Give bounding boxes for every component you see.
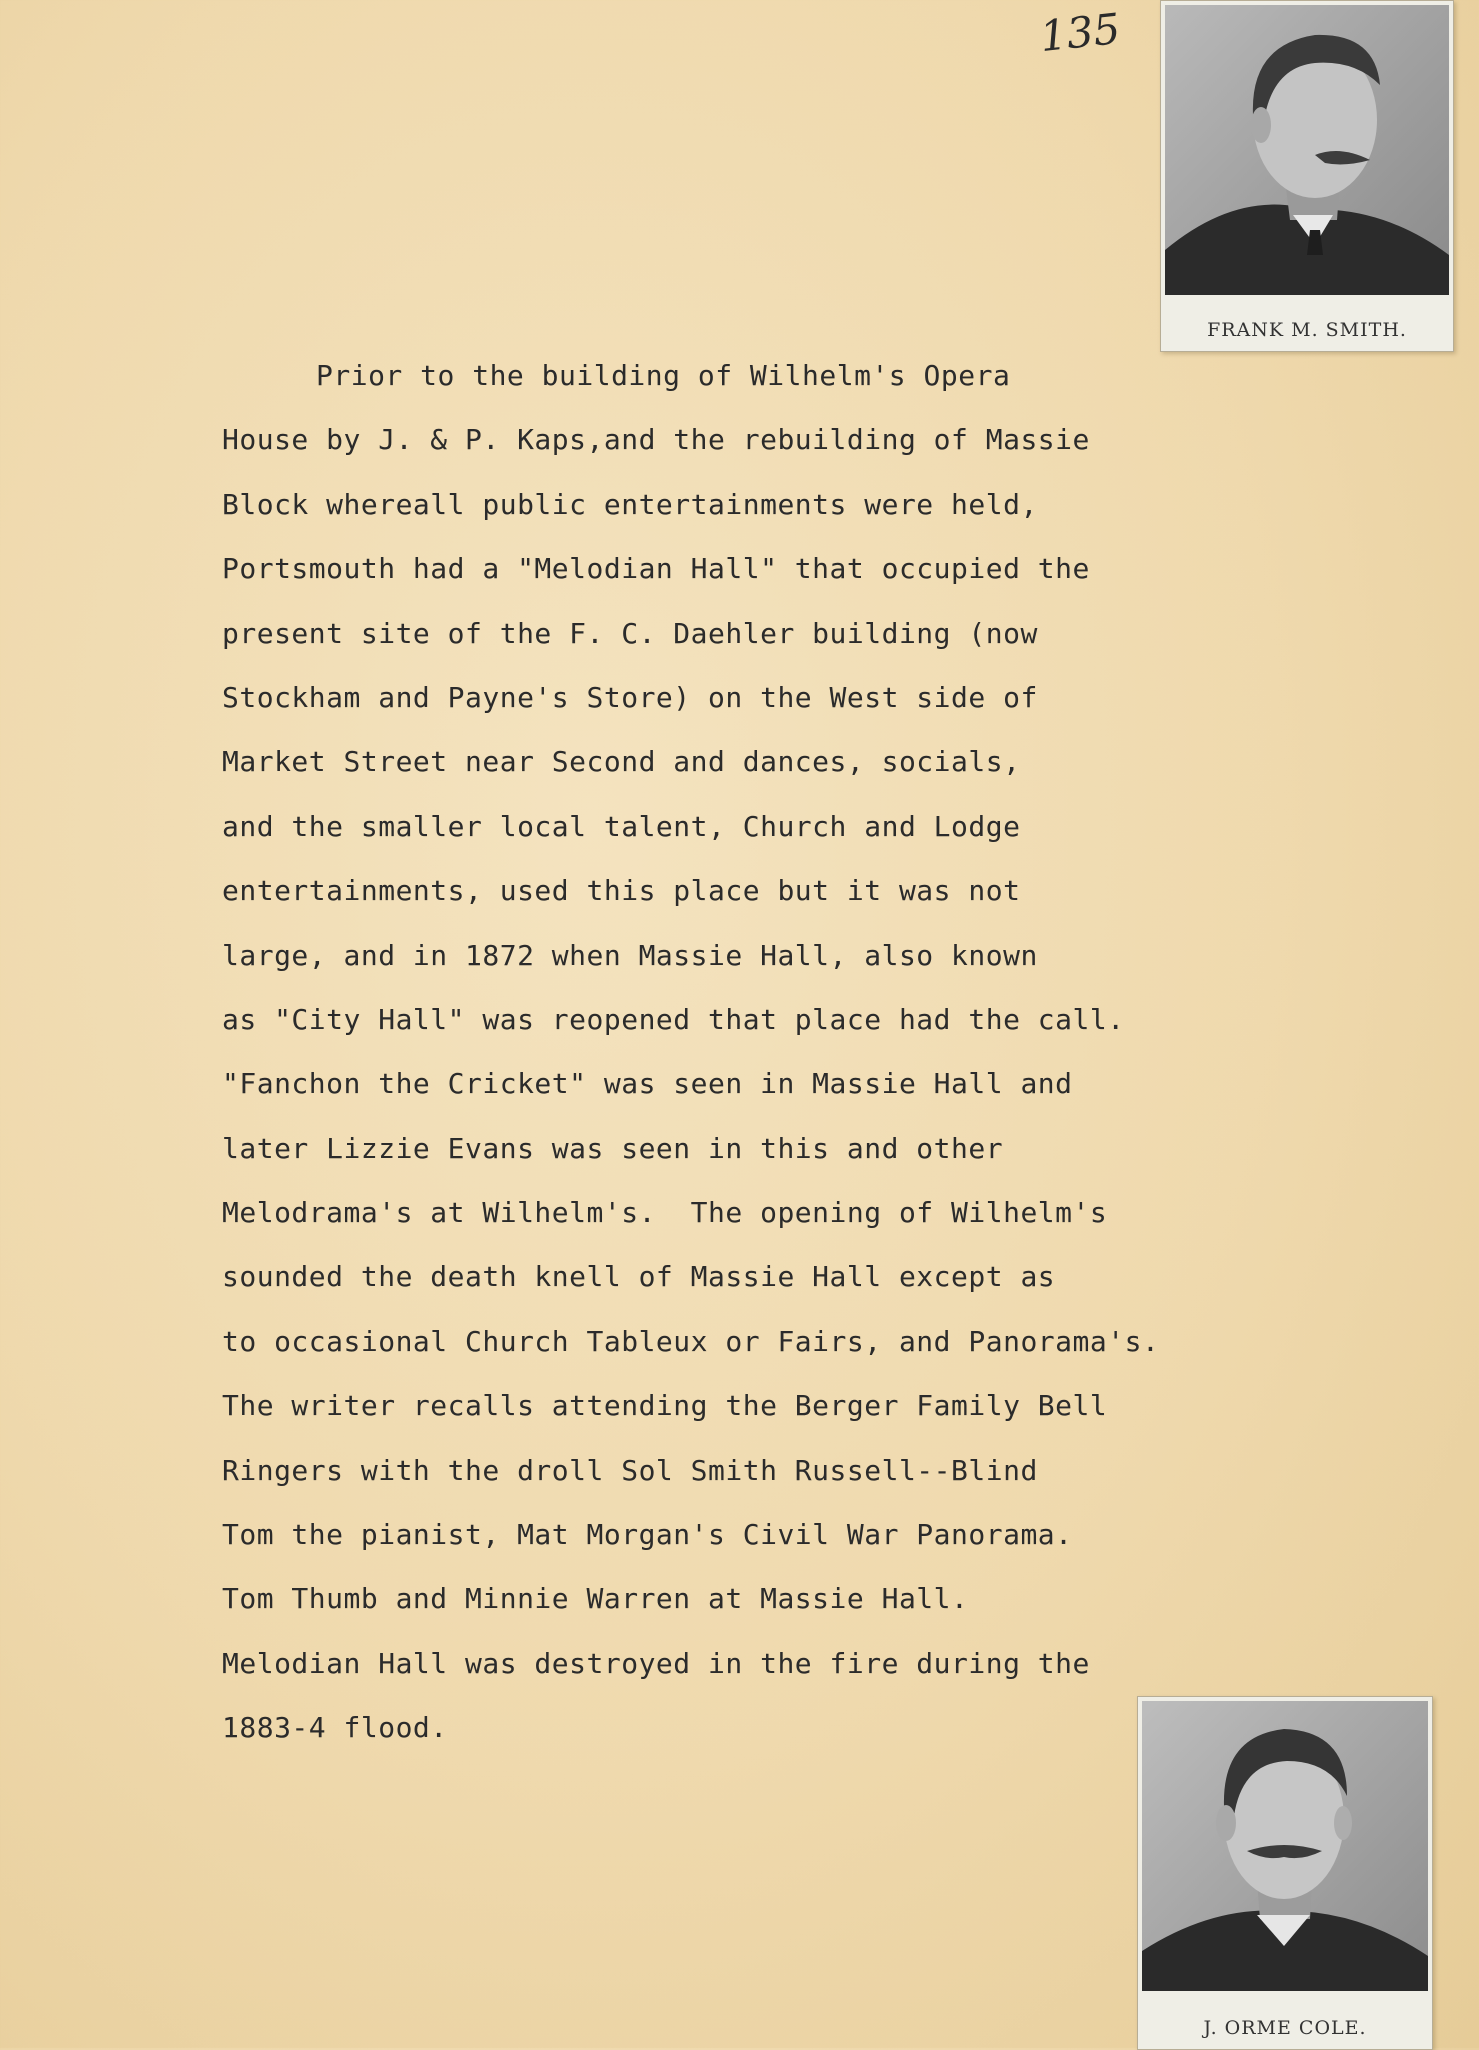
text-line: large, and in 1872 when Massie Hall, also known — [222, 938, 1038, 972]
text-line: The writer recalls attending the Berger Family Bell — [222, 1389, 1108, 1423]
text-line: and the smaller local talent, Church and Lodge — [222, 809, 1021, 843]
text-line: Block whereall public entertainments were held, — [222, 487, 1038, 521]
text-line: 1883-4 flood. — [222, 1711, 448, 1745]
portrait-caption: FRANK M. SMITH. — [1207, 319, 1407, 341]
text-line: "Fanchon the Cricket" was seen in Massie Hall and — [222, 1067, 1073, 1101]
text-line: Tom Thumb and Minnie Warren at Massie Hall. — [222, 1582, 969, 1616]
portrait-caption: J. ORME COLE. — [1203, 2017, 1367, 2039]
portrait-clipping-frank-m-smith — [1160, 0, 1454, 352]
portrait-clipping-j-orme-cole — [1137, 1696, 1433, 2050]
text-line: Portsmouth had a "Melodian Hall" that occupied the — [222, 552, 1090, 586]
text-line: as "City Hall" was reopened that place had the call. — [222, 1002, 1125, 1036]
text-line: to occasional Church Tableux or Fairs, and Panorama's. — [222, 1324, 1160, 1358]
text-line: sounded the death knell of Massie Hall except as — [222, 1260, 1056, 1294]
text-line: House by J. & P. Kaps,and the rebuilding of Massie — [222, 423, 1090, 457]
text-line: entertainments, used this place but it was not — [222, 874, 1021, 908]
handwritten-page-number: 135 — [1037, 3, 1123, 62]
text-line: Ringers with the droll Sol Smith Russell--Blind — [222, 1453, 1038, 1487]
text-line: Melodian Hall was destroyed in the fire during the — [222, 1646, 1090, 1680]
text-line: present site of the F. C. Daehler building (now — [222, 616, 1038, 650]
text-line: Market Street near Second and dances, socials, — [222, 745, 1021, 779]
typed-text-body — [222, 344, 1242, 1761]
text-line: Tom the pianist, Mat Morgan's Civil War Panorama. — [222, 1518, 1073, 1552]
portrait-photo — [1142, 1701, 1428, 1991]
text-line: Stockham and Payne's Store) on the West side of — [222, 680, 1038, 714]
portrait-photo — [1165, 5, 1449, 295]
text-line: later Lizzie Evans was seen in this and other — [222, 1131, 1004, 1165]
text-line: Prior to the building of Wilhelm's Opera — [316, 359, 1011, 392]
text-line: Melodrama's at Wilhelm's. The opening of Wilhelm's — [222, 1196, 1108, 1230]
